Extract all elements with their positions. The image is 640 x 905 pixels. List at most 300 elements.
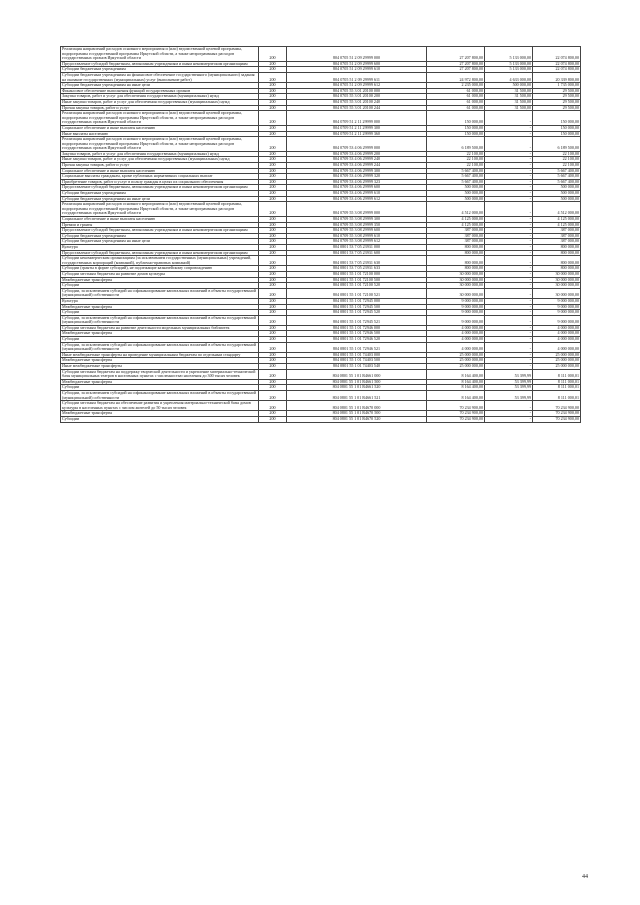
row-remaining: 9 000 000,00	[533, 298, 581, 304]
row-name: Субсидии	[61, 337, 259, 343]
row-remaining: 150 000,00	[533, 131, 581, 137]
row-executed: -	[485, 315, 533, 325]
row-remaining: 30 000 000,00	[533, 283, 581, 289]
row-classification: 804 0705 51 2 09 29999 000	[287, 47, 427, 62]
row-approved: 8 164 400,00	[427, 379, 485, 385]
row-classification: 804 0709 51 2 11 29999 300	[287, 125, 427, 131]
row-code: 200	[259, 379, 287, 385]
row-code: 200	[259, 325, 287, 331]
row-classification: 804 0801 55 1 01 72100 521	[287, 288, 427, 298]
row-executed: -	[485, 168, 533, 174]
row-classification: 804 0705 51 2 09 29999 612	[287, 83, 427, 89]
row-remaining: 9 000 000,00	[533, 310, 581, 316]
row-executed: -	[485, 266, 533, 272]
row-remaining: 500 000,00	[533, 191, 581, 197]
row-code: 200	[259, 157, 287, 163]
row-remaining: 25 000 000,00	[533, 352, 581, 358]
row-executed: 53 399,99	[485, 391, 533, 401]
row-remaining: 800 000,00	[533, 244, 581, 250]
row-approved: 4 125 000,00	[427, 222, 485, 228]
row-executed: -	[485, 342, 533, 352]
row-executed: -	[485, 352, 533, 358]
row-remaining: 70 234 900,00	[533, 401, 581, 411]
row-remaining: 22 100,00	[533, 157, 581, 163]
row-classification: 804 0709 53 4 06 29999 244	[287, 163, 427, 169]
row-classification: 804 0709 51 2 11 29999 000	[287, 111, 427, 126]
row-classification: 804 0801 55 1 01 R4661 521	[287, 391, 427, 401]
row-code: 200	[259, 196, 287, 202]
row-name: Предоставление субсидий бюджетным, автономным учреждениям и иным некоммерческим организациям	[61, 228, 259, 234]
row-remaining: 1 735 000,00	[533, 83, 581, 89]
row-approved: 6 189 500,00	[427, 137, 485, 152]
row-name: Субсидии, за исключением субсидий на софинансирование капитальных вложений в объекты государственной (муниципальной) собственности	[61, 315, 259, 325]
row-approved: 150 000,00	[427, 125, 485, 131]
row-name: Субсидии местным бюджетам на развитие домов культуры	[61, 271, 259, 277]
row-classification: 804 0709 55 3 08 29999 000	[287, 202, 427, 217]
row-executed: -	[485, 358, 533, 364]
row-classification: 804 0801 55 1 01 72946 521	[287, 342, 427, 352]
row-code: 200	[259, 310, 287, 316]
row-code: 200	[259, 151, 287, 157]
row-approved: 25 000 000,00	[427, 352, 485, 358]
row-name: Субсидии, за исключением субсидий на софинансирование капитальных вложений в объекты государственной (муниципальной) собственности	[61, 391, 259, 401]
row-name: Субсидии, за исключением субсидий на софинансирование капитальных вложений в объекты государственной (муниципальной) собственности	[61, 288, 259, 298]
row-code: 200	[259, 352, 287, 358]
row-classification: 804 0709 53 4 06 29999 610	[287, 191, 427, 197]
row-remaining: 5 667 400,00	[533, 174, 581, 180]
row-remaining: 22 100,00	[533, 163, 581, 169]
row-name: Субсидии	[61, 310, 259, 316]
row-executed: 4 633 000,00	[485, 72, 533, 82]
row-code: 200	[259, 191, 287, 197]
row-approved: 4 125 000,00	[427, 217, 485, 223]
row-classification: 804 0709 53 4 06 29999 323	[287, 179, 427, 185]
row-name: Финансовое обеспечение выполнения функций государственных органов	[61, 88, 259, 94]
row-executed: 5 133 000,00	[485, 61, 533, 67]
row-code: 200	[259, 298, 287, 304]
row-approved: 8 164 400,00	[427, 391, 485, 401]
row-name: Иные закупки товаров, работ и услуг для обеспечения государственных (муниципальных) нужд	[61, 99, 259, 105]
row-remaining: 8 111 000,01	[533, 379, 581, 385]
table-row	[61, 137, 581, 152]
table-row	[61, 202, 581, 217]
row-code: 200	[259, 256, 287, 266]
row-classification: 804 0801 55 1 01 74403 500	[287, 358, 427, 364]
row-approved: 25 000 000,00	[427, 364, 485, 370]
row-code: 200	[259, 111, 287, 126]
row-classification: 804 0709 55 3 08 29999 612	[287, 239, 427, 245]
row-approved: 30 000 000,00	[427, 288, 485, 298]
row-name: Субсидии бюджетным учреждениям	[61, 233, 259, 239]
row-classification: 804 0705 55 3 01 20100 240	[287, 99, 427, 105]
row-classification: 804 0801 55 1 01 R4670 500	[287, 411, 427, 417]
row-code: 200	[259, 99, 287, 105]
row-executed: -	[485, 401, 533, 411]
row-code: 200	[259, 358, 287, 364]
row-name: Межбюджетные трансферты	[61, 411, 259, 417]
row-remaining: 4 000 000,00	[533, 325, 581, 331]
row-classification: 804 0801 53 7 05 23931 600	[287, 250, 427, 256]
row-remaining: 800 000,00	[533, 256, 581, 266]
row-executed: 53 399,99	[485, 385, 533, 391]
row-code: 200	[259, 304, 287, 310]
table-row	[61, 72, 581, 82]
row-name: Субсидии бюджетным учреждениям на финансовое обеспечение государственного (муниципального) задания на оказание государственных (муниципальных) услуг (выполнение работ)	[61, 72, 259, 82]
row-classification: 804 0801 55 1 01 72945 000	[287, 298, 427, 304]
row-code: 200	[259, 222, 287, 228]
row-code: 200	[259, 250, 287, 256]
row-code: 200	[259, 217, 287, 223]
row-code: 200	[259, 72, 287, 82]
row-executed: -	[485, 217, 533, 223]
row-name: Приобретение товаров, работ и услуг в пользу граждан в целях их социального обеспечения	[61, 179, 259, 185]
row-approved: 500 000,00	[427, 185, 485, 191]
row-remaining: 4 000 000,00	[533, 331, 581, 337]
row-classification: 804 0709 55 3 08 29999 300	[287, 217, 427, 223]
row-approved: 24 972 800,00	[427, 72, 485, 82]
row-approved: 30 000 000,00	[427, 283, 485, 289]
row-classification: 804 0705 51 2 09 29999 611	[287, 72, 427, 82]
row-code: 200	[259, 202, 287, 217]
row-executed: -	[485, 271, 533, 277]
row-name: Культура	[61, 298, 259, 304]
row-name: Субсидии бюджетным учреждениям на иные цели	[61, 196, 259, 202]
row-code: 200	[259, 94, 287, 100]
row-remaining: 8 111 000,01	[533, 385, 581, 391]
row-remaining: 4 125 000,00	[533, 217, 581, 223]
row-name: Межбюджетные трансферты	[61, 379, 259, 385]
row-name: Предоставление субсидий бюджетным, автономным учреждениям и иным некоммерческим организациям	[61, 61, 259, 67]
row-executed: -	[485, 244, 533, 250]
row-remaining: 22 074 800,00	[533, 47, 581, 62]
row-executed: 53 399,99	[485, 379, 533, 385]
row-classification: 804 0801 55 1 01 72946 500	[287, 331, 427, 337]
row-approved: 27 207 800,00	[427, 61, 485, 67]
row-classification: 804 0801 53 7 05 23931 000	[287, 244, 427, 250]
row-executed: 5 133 000,00	[485, 47, 533, 62]
row-approved: 2 235 000,00	[427, 83, 485, 89]
row-classification: 804 0709 51 2 11 29999 360	[287, 131, 427, 137]
row-name: Прочая закупка товаров, работ и услуг	[61, 105, 259, 111]
page-number: 44	[582, 874, 588, 880]
row-executed: -	[485, 310, 533, 316]
row-classification: 804 0709 53 4 06 29999 240	[287, 157, 427, 163]
row-remaining: 9 000 000,00	[533, 315, 581, 325]
row-classification: 804 0709 55 3 08 29999 610	[287, 233, 427, 239]
row-approved: 9 000 000,00	[427, 310, 485, 316]
row-remaining: 387 000,00	[533, 239, 581, 245]
row-code: 200	[259, 137, 287, 152]
row-code: 200	[259, 369, 287, 379]
row-classification: 804 0801 55 1 01 72945 520	[287, 310, 427, 316]
row-approved: 800 000,00	[427, 256, 485, 266]
row-executed: -	[485, 185, 533, 191]
row-approved: 387 000,00	[427, 239, 485, 245]
row-classification: 804 0709 53 4 06 29999 612	[287, 196, 427, 202]
row-approved: 4 000 000,00	[427, 337, 485, 343]
row-code: 200	[259, 342, 287, 352]
row-name: Социальное обеспечение и иные выплаты населению	[61, 168, 259, 174]
row-approved: 500 000,00	[427, 191, 485, 197]
row-approved: 61 000,00	[427, 94, 485, 100]
row-remaining: 22 074 800,00	[533, 67, 581, 73]
row-classification: 804 0709 55 3 08 29999 600	[287, 228, 427, 234]
row-name: Закупка товаров, работ и услуг для обеспечения государственных (муниципальных) нужд	[61, 151, 259, 157]
row-code: 200	[259, 61, 287, 67]
row-classification: 804 0709 53 4 06 29999 600	[287, 185, 427, 191]
row-remaining: 800 000,00	[533, 250, 581, 256]
row-name: Социальное обеспечение и иные выплаты населению	[61, 125, 259, 131]
row-name: Премии и гранты	[61, 222, 259, 228]
row-approved: 61 000,00	[427, 105, 485, 111]
row-executed: -	[485, 179, 533, 185]
row-remaining: 22 100,00	[533, 151, 581, 157]
row-remaining: 29 500,00	[533, 88, 581, 94]
row-approved: 5 667 400,00	[427, 174, 485, 180]
row-executed: -	[485, 191, 533, 197]
row-name: Социальные выплаты гражданам, кроме публичных нормативных социальных выплат	[61, 174, 259, 180]
table-row	[61, 401, 581, 411]
row-code: 200	[259, 315, 287, 325]
row-executed: 31 500,00	[485, 94, 533, 100]
row-executed: 31 500,00	[485, 99, 533, 105]
row-executed: -	[485, 228, 533, 234]
row-name: Межбюджетные трансферты	[61, 331, 259, 337]
budget-table-sheet	[60, 46, 580, 423]
row-classification: 804 0801 53 7 05 23931 630	[287, 256, 427, 266]
row-remaining: 4 512 000,00	[533, 202, 581, 217]
row-executed: 31 500,00	[485, 105, 533, 111]
row-name: Иные межбюджетные трансферты	[61, 364, 259, 370]
row-remaining: 4 000 000,00	[533, 342, 581, 352]
budget-table-body	[61, 47, 581, 423]
row-approved: 27 207 800,00	[427, 67, 485, 73]
row-executed: 500 000,00	[485, 83, 533, 89]
row-name: Субсидии некоммерческим организациям (за исключением государственных (муниципальных) учреждений, государственных корпораций (компаний), публично-правовых компаний)	[61, 256, 259, 266]
row-code: 200	[259, 83, 287, 89]
row-code: 200	[259, 185, 287, 191]
row-name: Межбюджетные трансферты	[61, 358, 259, 364]
table-row	[61, 391, 581, 401]
row-remaining: 25 000 000,00	[533, 364, 581, 370]
row-executed: 31 500,00	[485, 88, 533, 94]
row-name: Прочая закупка товаров, работ и услуг	[61, 163, 259, 169]
row-remaining: 4 125 000,00	[533, 222, 581, 228]
row-code: 200	[259, 337, 287, 343]
row-executed: -	[485, 151, 533, 157]
row-executed: -	[485, 233, 533, 239]
row-classification: 804 0801 55 1 01 72946 520	[287, 337, 427, 343]
row-classification: 804 0705 55 3 01 20100 000	[287, 88, 427, 94]
row-classification: 804 0801 55 1 01 74403 000	[287, 352, 427, 358]
row-code: 200	[259, 385, 287, 391]
row-name: Субсидии бюджетным учреждениям на иные цели	[61, 239, 259, 245]
budget-table	[60, 46, 581, 423]
row-classification: 804 0705 51 2 09 29999 600	[287, 61, 427, 67]
row-approved: 30 000 000,00	[427, 271, 485, 277]
row-code: 200	[259, 233, 287, 239]
row-code: 200	[259, 277, 287, 283]
row-remaining: 800 000,00	[533, 266, 581, 272]
row-executed: -	[485, 163, 533, 169]
row-executed: -	[485, 416, 533, 422]
row-approved: 5 667 400,00	[427, 179, 485, 185]
row-code: 200	[259, 88, 287, 94]
row-remaining: 387 000,00	[533, 228, 581, 234]
row-code: 200	[259, 239, 287, 245]
row-name: Иные закупки товаров, работ и услуг для обеспечения государственных (муниципальных) нужд	[61, 157, 259, 163]
row-remaining: 70 234 900,00	[533, 411, 581, 417]
row-approved: 4 000 000,00	[427, 342, 485, 352]
row-name: Предоставление субсидий бюджетным, автономным учреждениям и иным некоммерческим организациям	[61, 250, 259, 256]
row-name: Предоставление субсидий бюджетным, автономным учреждениям и иным некоммерческим организациям	[61, 185, 259, 191]
row-name: Реализация направлений расходов основного мероприятия и (или) ведомственной целевой программы, подпрограммы государственной программы Иркутской области, а также непрограммных расходов государственных органов Иркутской области	[61, 47, 259, 62]
row-code: 200	[259, 411, 287, 417]
row-classification: 804 0709 53 4 06 29999 000	[287, 137, 427, 152]
row-executed: -	[485, 131, 533, 137]
row-executed: -	[485, 137, 533, 152]
row-approved: 9 000 000,00	[427, 315, 485, 325]
row-code: 200	[259, 244, 287, 250]
row-code: 200	[259, 364, 287, 370]
row-name: Закупка товаров, работ и услуг для обеспечения государственных (муниципальных) нужд	[61, 94, 259, 100]
row-approved: 4 000 000,00	[427, 331, 485, 337]
row-code: 200	[259, 266, 287, 272]
row-executed: -	[485, 304, 533, 310]
row-name: Субсидии бюджетным учреждениям	[61, 67, 259, 73]
table-row	[61, 342, 581, 352]
row-approved: 9 000 000,00	[427, 304, 485, 310]
row-code: 200	[259, 125, 287, 131]
row-executed: -	[485, 337, 533, 343]
row-executed: -	[485, 331, 533, 337]
row-approved: 8 164 400,00	[427, 369, 485, 379]
row-executed: -	[485, 256, 533, 266]
row-code: 200	[259, 105, 287, 111]
row-name: Субсидии, за исключением субсидий на софинансирование капитальных вложений в объекты государственной (муниципальной) собственности	[61, 342, 259, 352]
row-approved: 70 234 900,00	[427, 401, 485, 411]
row-executed: -	[485, 325, 533, 331]
row-approved: 387 000,00	[427, 233, 485, 239]
row-code: 200	[259, 228, 287, 234]
row-executed: -	[485, 288, 533, 298]
row-remaining: 29 500,00	[533, 105, 581, 111]
row-code: 200	[259, 47, 287, 62]
row-name: Иные межбюджетные трансферты на проведение муниципальным бюджетам по отдельным стандарту	[61, 352, 259, 358]
row-name: Реализация направлений расходов основного мероприятия и (или) ведомственной целевой программы, подпрограммы государственной программы Иркутской области, а также непрограммных расходов государственных органов Иркутской области	[61, 137, 259, 152]
row-classification: 804 0801 55 1 01 72100 000	[287, 271, 427, 277]
row-classification: 804 0801 55 1 01 R4661 000	[287, 369, 427, 379]
row-approved: 61 000,00	[427, 88, 485, 94]
row-classification: 804 0801 55 1 01 72100 500	[287, 277, 427, 283]
row-approved: 25 000 000,00	[427, 358, 485, 364]
row-approved: 500 000,00	[427, 196, 485, 202]
row-remaining: 8 111 000,01	[533, 391, 581, 401]
row-executed: -	[485, 364, 533, 370]
row-code: 200	[259, 283, 287, 289]
row-remaining: 9 000 000,00	[533, 304, 581, 310]
row-code: 200	[259, 163, 287, 169]
row-classification: 804 0801 55 1 01 R4670 000	[287, 401, 427, 411]
row-approved: 800 000,00	[427, 250, 485, 256]
row-name: Межбюджетные трансферты	[61, 304, 259, 310]
row-remaining: 22 074 800,00	[533, 61, 581, 67]
table-row	[61, 315, 581, 325]
row-executed: 53 399,99	[485, 369, 533, 379]
row-remaining: 150 000,00	[533, 125, 581, 131]
row-name: Иные выплаты населению	[61, 131, 259, 137]
row-approved: 800 000,00	[427, 244, 485, 250]
table-row	[61, 256, 581, 266]
row-remaining: 387 000,00	[533, 233, 581, 239]
row-executed: -	[485, 239, 533, 245]
row-name: Субсидии местным бюджетам на обеспечение развития и укрепления материально-технической базы домов культуры в населенных пунктах с числом жителей до 50 тысяч человек	[61, 401, 259, 411]
row-remaining: 500 000,00	[533, 196, 581, 202]
row-classification: 804 0709 55 3 08 29999 350	[287, 222, 427, 228]
row-classification: 804 0801 55 1 01 72945 500	[287, 304, 427, 310]
row-executed: -	[485, 250, 533, 256]
row-remaining: 70 234 900,00	[533, 416, 581, 422]
row-classification: 804 0801 55 1 01 72946 000	[287, 325, 427, 331]
row-approved: 4 000 000,00	[427, 325, 485, 331]
row-executed: -	[485, 298, 533, 304]
row-executed: -	[485, 411, 533, 417]
row-classification: 804 0709 53 4 06 29999 200	[287, 151, 427, 157]
row-approved: 9 000 000,00	[427, 298, 485, 304]
row-executed: -	[485, 111, 533, 126]
row-remaining: 5 667 400,00	[533, 179, 581, 185]
table-row	[61, 47, 581, 62]
row-approved: 70 234 900,00	[427, 416, 485, 422]
row-classification: 804 0801 55 1 01 72945 521	[287, 315, 427, 325]
table-row	[61, 288, 581, 298]
row-classification: 804 0709 53 4 06 29999 320	[287, 174, 427, 180]
row-code: 200	[259, 288, 287, 298]
row-remaining: 30 000 000,00	[533, 277, 581, 283]
row-remaining: 5 667 400,00	[533, 168, 581, 174]
row-code: 200	[259, 179, 287, 185]
row-classification: 804 0801 55 1 01 74403 540	[287, 364, 427, 370]
row-classification: 804 0801 55 1 01 R4661 520	[287, 385, 427, 391]
row-approved: 387 000,00	[427, 228, 485, 234]
row-approved: 70 234 900,00	[427, 411, 485, 417]
row-remaining: 150 000,00	[533, 111, 581, 126]
row-executed: -	[485, 174, 533, 180]
row-classification: 804 0801 55 1 01 R4661 500	[287, 379, 427, 385]
row-classification: 804 0705 51 2 09 29999 610	[287, 67, 427, 73]
row-executed: -	[485, 277, 533, 283]
row-approved: 5 667 400,00	[427, 168, 485, 174]
row-name: Субсидии бюджетным учреждениям	[61, 191, 259, 197]
row-code: 200	[259, 391, 287, 401]
row-approved: 800 000,00	[427, 266, 485, 272]
row-executed: -	[485, 196, 533, 202]
row-remaining: 29 500,00	[533, 94, 581, 100]
row-approved: 22 100,00	[427, 157, 485, 163]
row-remaining: 30 000 000,00	[533, 271, 581, 277]
row-code: 200	[259, 331, 287, 337]
table-row	[61, 369, 581, 379]
row-classification: 804 0801 55 1 01 R4670 520	[287, 416, 427, 422]
row-approved: 27 207 800,00	[427, 47, 485, 62]
row-name: Культура	[61, 244, 259, 250]
row-approved: 22 100,00	[427, 151, 485, 157]
row-name: Субсидии бюджетным учреждениям на иные цели	[61, 83, 259, 89]
row-code: 200	[259, 131, 287, 137]
row-remaining: 8 111 000,01	[533, 369, 581, 379]
row-remaining: 30 000 000,00	[533, 288, 581, 298]
row-name: Межбюджетные трансферты	[61, 277, 259, 283]
